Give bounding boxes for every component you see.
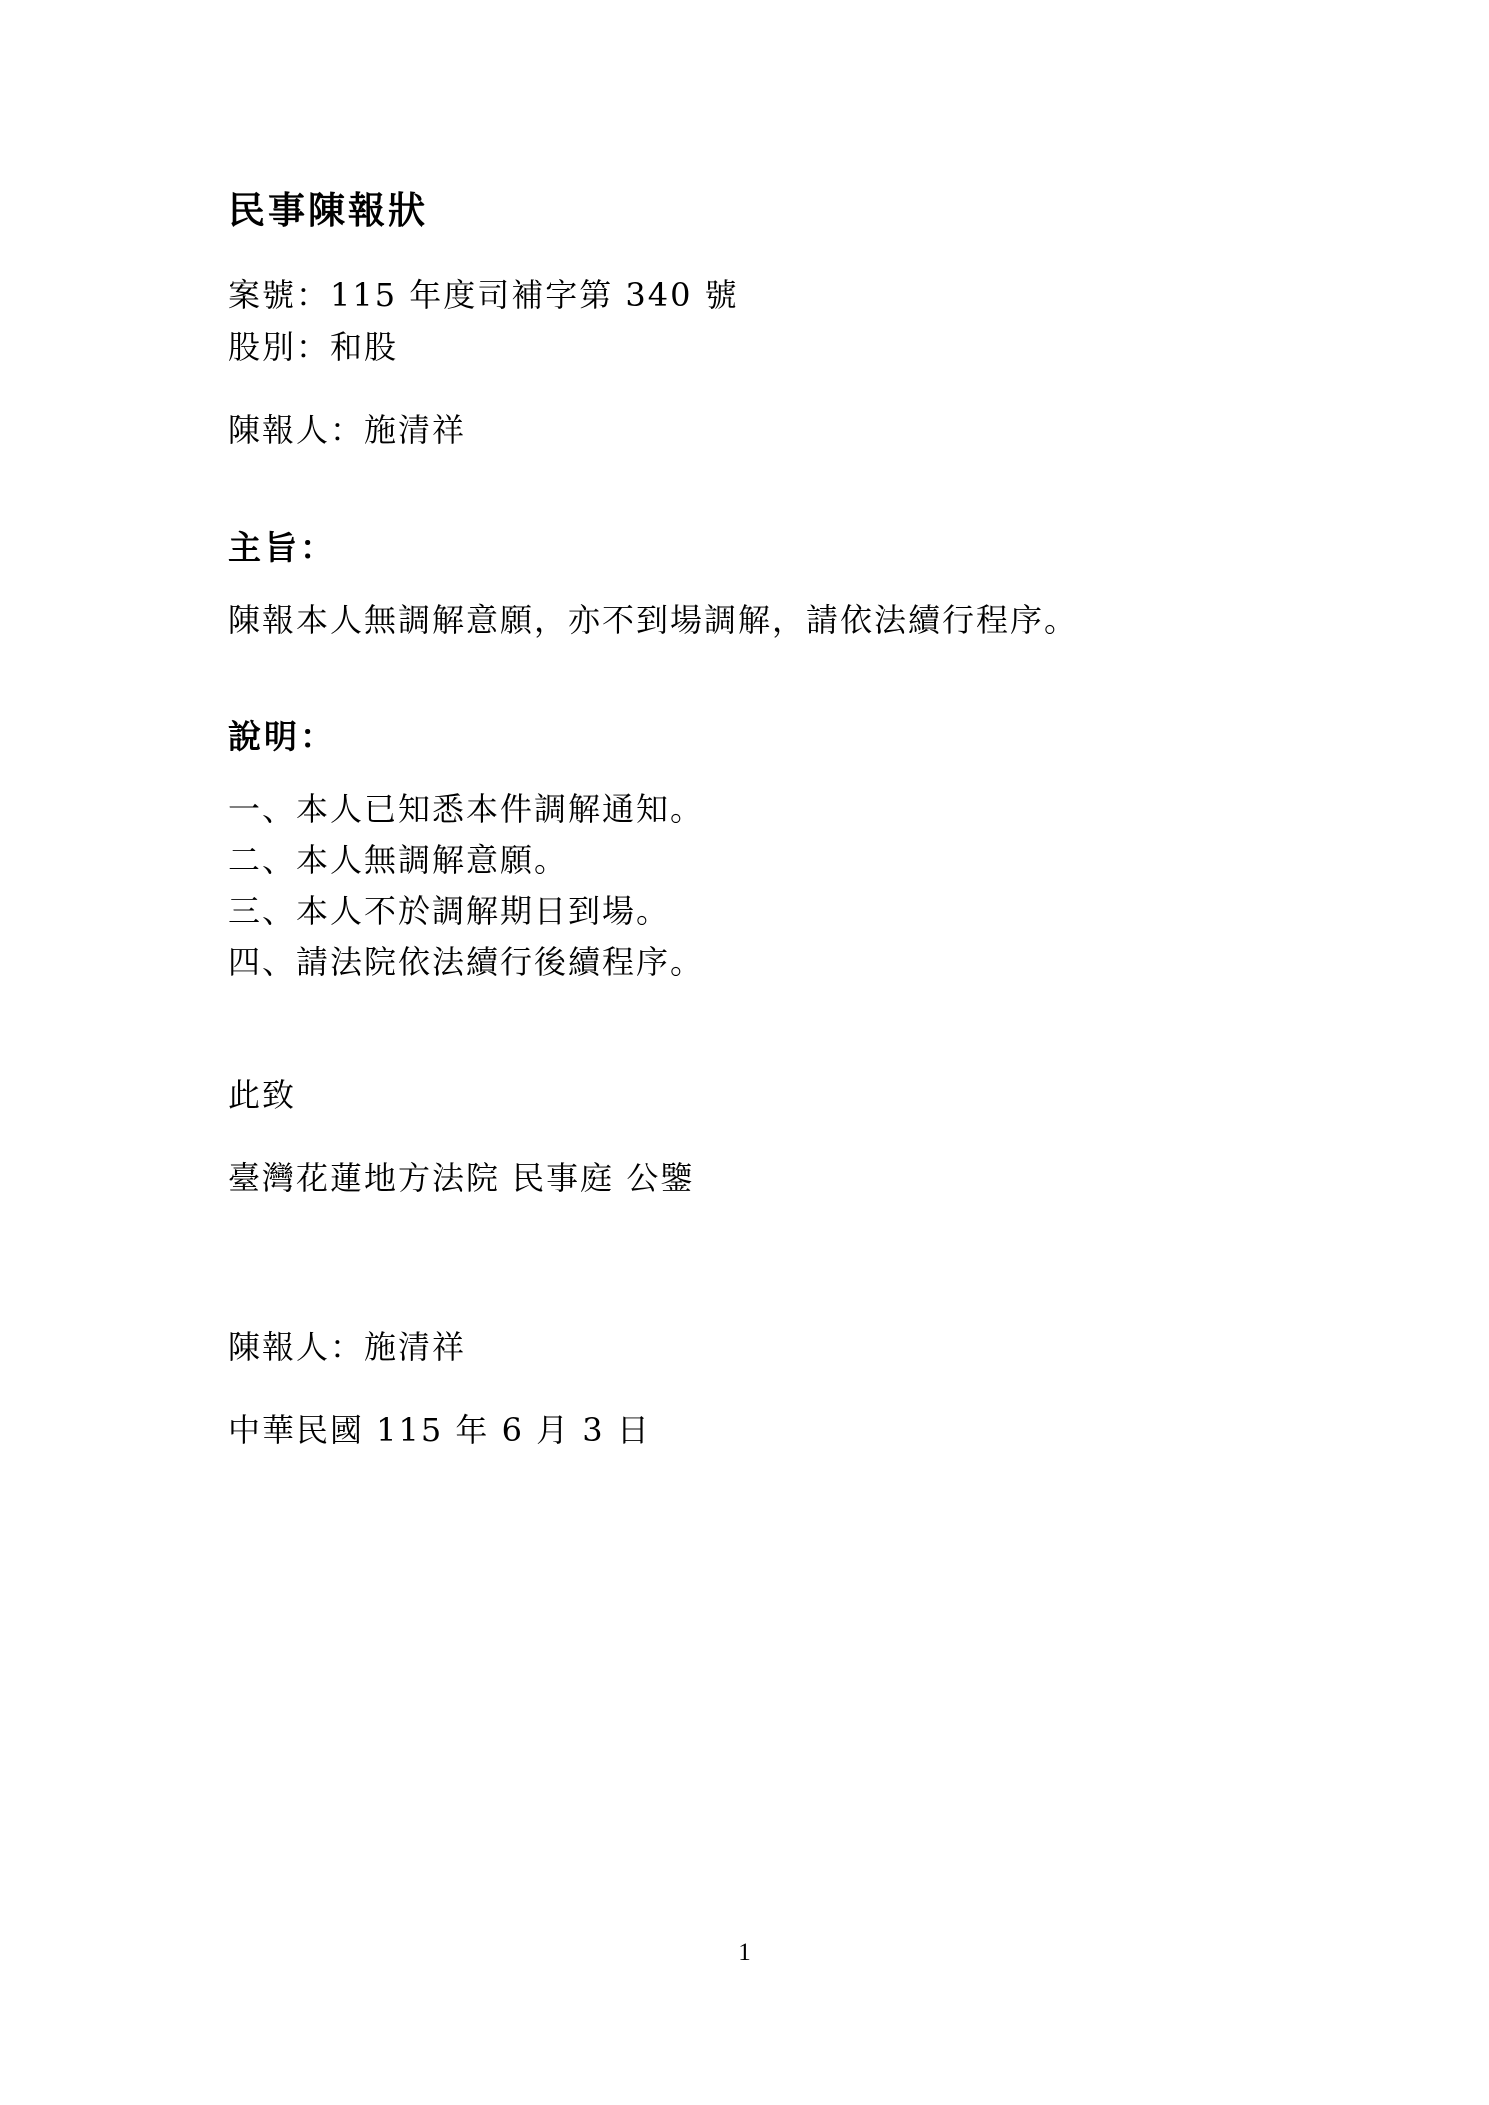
subject-heading: 主旨： [228,528,336,567]
explanation-item: 二、本人無調解意願。 [228,841,569,879]
case-number: 案號：115 年度司補字第 340 號 [228,276,739,314]
explanation-item: 三、本人不於調解期日到場。 [228,892,671,930]
recipient: 臺灣花蓮地方法院 民事庭 公鑒 [228,1159,695,1197]
page-number: 1 [738,1939,751,1966]
division: 股別：和股 [228,328,399,366]
subject-text: 陳報本人無調解意願，亦不到場調解，請依法續行程序。 [228,601,1079,639]
explanation-item: 一、本人已知悉本件調解通知。 [228,790,705,828]
document-title: 民事陳報狀 [228,188,428,232]
reporter: 陳報人：施清祥 [228,411,467,449]
date: 中華民國 115 年 6 月 3 日 [228,1411,651,1449]
signature: 陳報人：施清祥 [228,1328,467,1366]
closing: 此致 [228,1076,297,1114]
explanation-heading: 說明： [228,717,336,756]
explanation-item: 四、請法院依法續行後續程序。 [228,943,705,981]
